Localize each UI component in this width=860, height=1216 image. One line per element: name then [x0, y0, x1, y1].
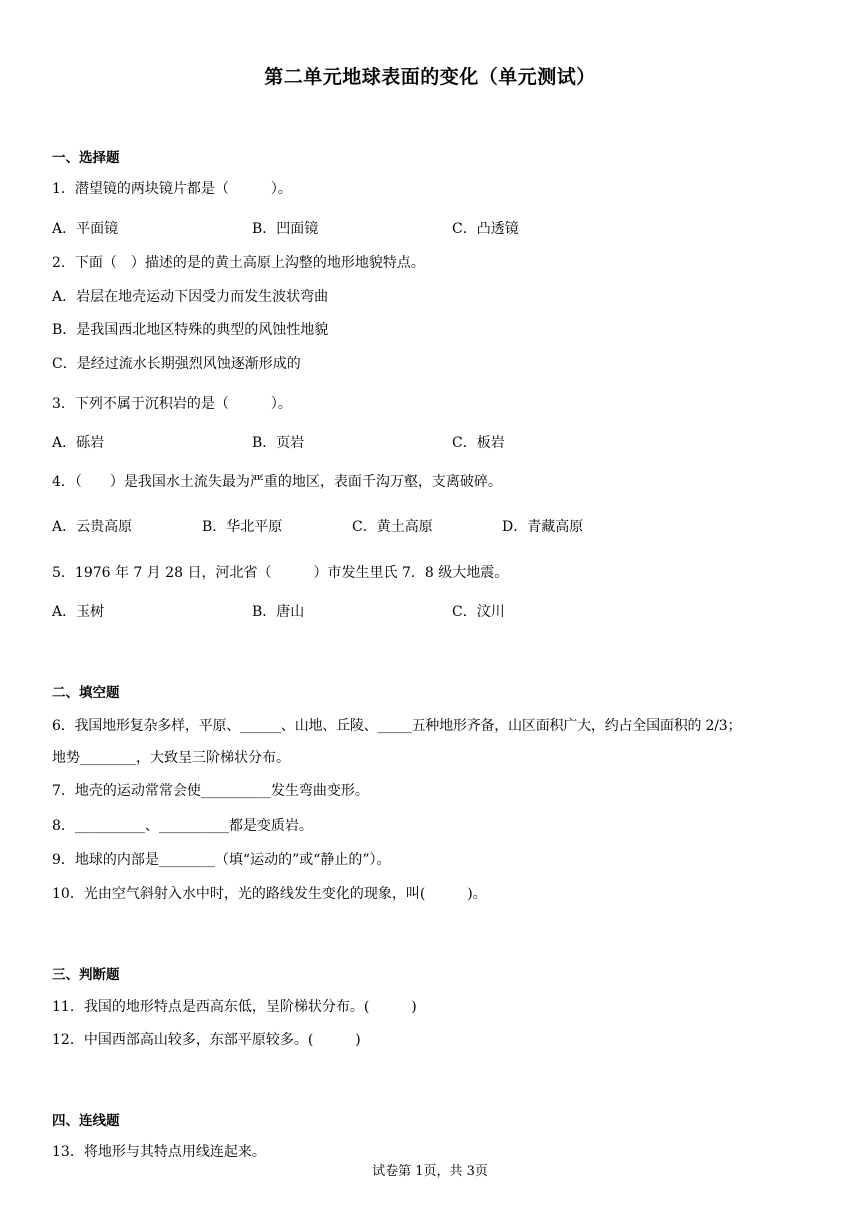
question-6-line-2: 地势________，大致呈三阶梯状分布。 [52, 750, 290, 766]
q1-option-a: A．平面镜 [52, 221, 119, 237]
question-4: 4．（ ）是我国水土流失最为严重的地区，表面千沟万壑，支离破碎。 [52, 474, 502, 490]
q3-option-b: B．页岩 [252, 435, 305, 451]
q5-option-b: B．唐山 [252, 604, 305, 620]
q3-option-a: A．砾岩 [52, 435, 105, 451]
question-12: 12．中国西部高山较多，东部平原较多。( ) [52, 1032, 361, 1048]
section-heading-choice: 一、选择题 [52, 150, 120, 166]
question-9: 9．地球的内部是________（填“运动的”或“静止的”）。 [52, 852, 391, 868]
question-3: 3．下列不属于沉积岩的是（ ）。 [52, 396, 292, 412]
q1-option-b: B．凹面镜 [252, 221, 319, 237]
section-heading-match: 四、连线题 [52, 1113, 120, 1129]
question-11: 11．我国的地形特点是西高东低，呈阶梯状分布。( ) [52, 999, 417, 1015]
page-title: 第二单元地球表面的变化（单元测试） [264, 66, 596, 88]
page-footer: 试卷第 1页，共 3页 [372, 1164, 488, 1179]
question-7: 7．地壳的运动常常会使__________发生弯曲变形。 [52, 783, 369, 799]
question-5: 5．1976 年 7 月 28 日，河北省（ ）市发生里氏 7．8 级大地震。 [52, 565, 509, 581]
q2-option-c: C．是经过流水长期强烈风蚀逐渐形成的 [52, 356, 301, 372]
section-heading-judge: 三、判断题 [52, 967, 120, 983]
question-6-line-1: 6．我国地形复杂多样，平原、______、山地、丘陵、_____五种地形齐备，山区面积广大，约占全国面积的 2/3； [52, 718, 742, 734]
section-heading-fill: 二、填空题 [52, 685, 120, 701]
question-2: 2．下面（ ）描述的是的黄土高原上沟整的地形地貌特点。 [52, 255, 425, 271]
question-10: 10．光由空气斜射入水中时，光的路线发生变化的现象，叫( )。 [52, 886, 487, 902]
q1-option-c: C．凸透镜 [452, 221, 519, 237]
q5-option-a: A．玉树 [52, 604, 105, 620]
q3-option-c: C．板岩 [452, 435, 505, 451]
question-8: 8．__________、__________都是变质岩。 [52, 818, 313, 834]
q4-option-d: D．青藏高原 [502, 519, 584, 535]
q4-option-c: C．黄土高原 [352, 519, 433, 535]
q2-option-a: A．岩层在地壳运动下因受力而发生波状弯曲 [52, 289, 329, 305]
q2-option-b: B．是我国西北地区特殊的典型的风蚀性地貌 [52, 322, 329, 338]
q4-option-b: B．华北平原 [202, 519, 283, 535]
question-13: 13．将地形与其特点用线连起来。 [52, 1144, 266, 1160]
q4-option-a: A．云贵高原 [52, 519, 133, 535]
q5-option-c: C．汶川 [452, 604, 505, 620]
question-1: 1．潜望镜的两块镜片都是（ ）。 [52, 181, 292, 197]
